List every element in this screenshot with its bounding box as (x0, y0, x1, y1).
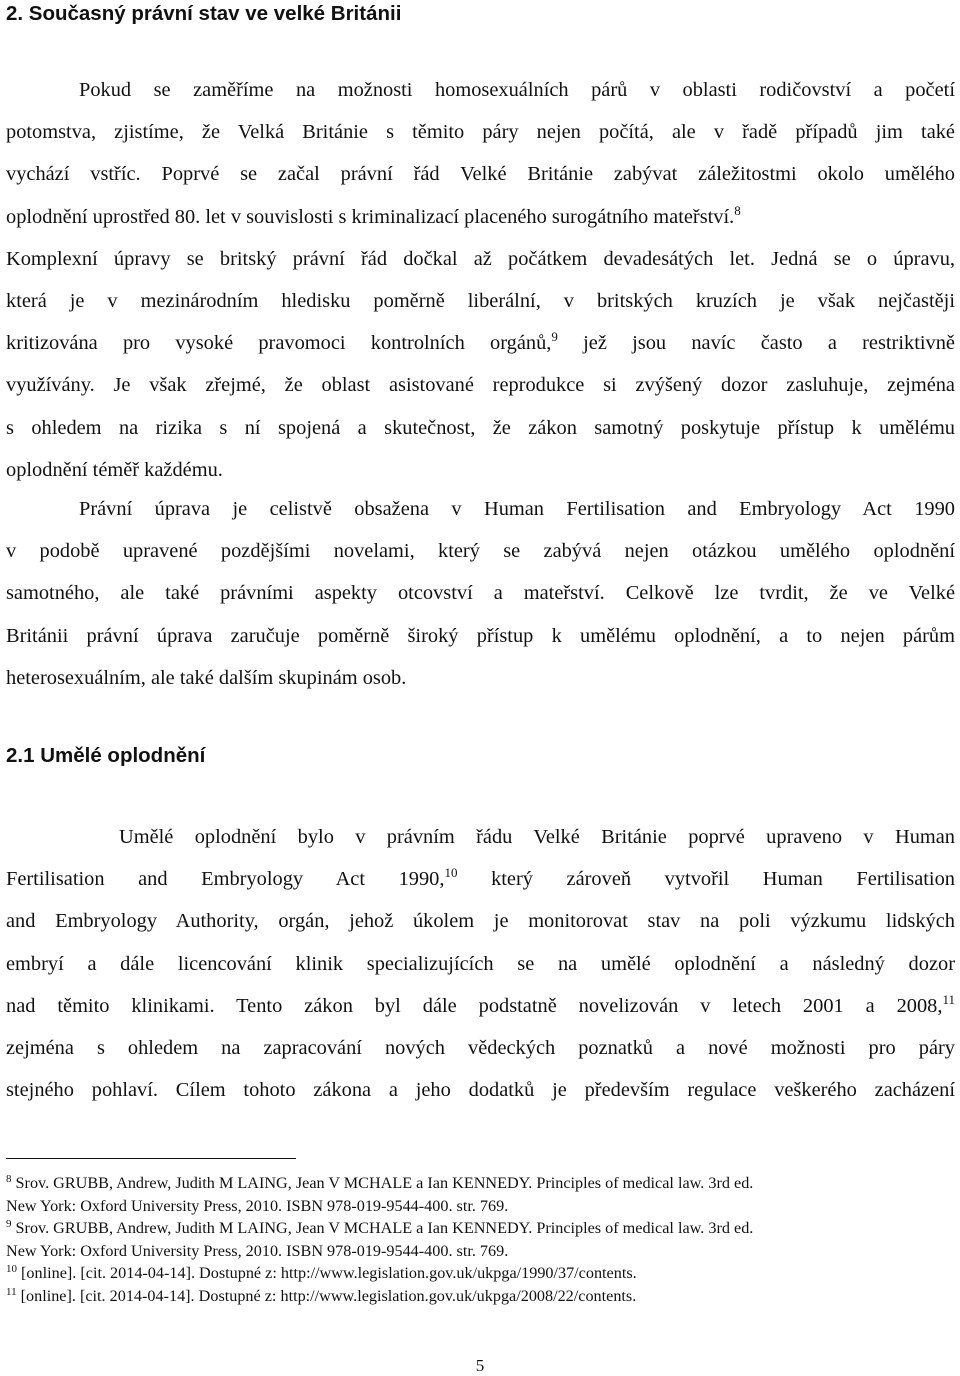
footnote-number: 9 (6, 1218, 12, 1230)
footnote-number: 10 (6, 1263, 17, 1275)
footnote-8-continued: New York: Oxford University Press, 2010. ISBN 978-019-9544-400. str. 769. (6, 1196, 509, 1215)
paragraph-line: využívány. Je však zřejmé, že oblast asistované reprodukce si zvýšený dozor zasluhuje, zejména (6, 374, 955, 397)
line-text: který zároveň vytvořil Human Fertilisation (491, 868, 955, 891)
footnote-ref-9[interactable]: 9 (551, 329, 558, 345)
footnote-ref-8[interactable]: 8 (734, 202, 741, 218)
footnote-text[interactable]: [online]. [cit. 2014-04-14]. Dostupné z: http://www.legislation.gov.uk/ukpga/1990/37/contents. (21, 1264, 637, 1282)
line-text: Fertilisation and Embryology Act 1990, (6, 868, 445, 891)
subsection-heading: 2.1 Umělé oplodnění (6, 744, 206, 767)
footnote-10 (6, 1262, 958, 1285)
paragraph-line (6, 196, 955, 238)
footnote-ref-10[interactable]: 10 (444, 865, 458, 881)
paragraph-line: Komplexní úpravy se britský právní řád dočkal až počátkem devadesátých let. Jedná se o úpravu, (6, 247, 955, 270)
paragraph-line: oplodnění téměř každému. (6, 458, 223, 481)
paragraph-line: embryí a dále licencování klinik specializujících se na umělé oplodnění a následný dozor (6, 952, 955, 975)
paragraph-line: Umělé oplodnění bylo v právním řádu Velké Británie poprvé upraveno v Human (119, 826, 955, 848)
paragraph-line: stejného pohlaví. Cílem tohoto zákona a jeho dodatků je především regulace veškerého zacházení (6, 1079, 955, 1102)
footnote-9 (6, 1217, 958, 1240)
footnotes (6, 1172, 958, 1307)
footnote-text: Srov. GRUBB, Andrew, Judith M LAING, Jean V MCHALE a Ian KENNEDY. Principles of medical law. 3rd ed. (15, 1174, 754, 1192)
paragraph-line: potomstva, zjistíme, že Velká Británie s těmito páry nejen počítá, ale v řadě případů jim také (6, 121, 955, 144)
paragraph-line (6, 858, 955, 900)
paragraph-line: v podobě upravené pozdějšími novelami, který se zabývá nejen otázkou umělého oplodnění (6, 540, 955, 563)
footnote-9-continued: New York: Oxford University Press, 2010. ISBN 978-019-9544-400. str. 769. (6, 1241, 509, 1260)
paragraph-line: která je v mezinárodním hledisku poměrně liberální, v britských kruzích je však nejčastěji (6, 289, 955, 312)
paragraph-legal-regulation (6, 488, 955, 699)
footnote-11 (6, 1285, 958, 1308)
footnote-text: Srov. GRUBB, Andrew, Judith M LAING, Jean V MCHALE a Ian KENNEDY. Principles of medical law. 3rd ed. (15, 1219, 754, 1237)
line-text: nad těmito klinikami. Tento zákon byl dále podstatně novelizován v letech 2001 a 2008, (6, 994, 943, 1017)
paragraph-line: s ohledem na rizika s ní spojená a skutečnost, že zákon samotný poskytuje přístup k umělému (6, 416, 955, 439)
paragraph-line (6, 985, 955, 1027)
line-text: jež jsou navíc často a restriktivně (583, 332, 955, 355)
paragraph-line: Právní úprava je celistvě obsažena v Human Fertilisation and Embryology Act 1990 (79, 498, 955, 520)
paragraph-line: samotného, ale také právními aspekty otcovství a mateřství. Celkově lze tvrdit, že ve Velké (6, 582, 955, 605)
footnote-text[interactable]: [online]. [cit. 2014-04-14]. Dostupné z: http://www.legislation.gov.uk/ukpga/2008/22/contents. (20, 1286, 637, 1305)
line-text: oplodnění uprostřed 80. let v souvislosti s kriminalizací placeného surogátního mateřství. (6, 205, 735, 228)
section-heading: 2. Současný právní stav ve velké Británii (6, 2, 402, 25)
paragraph-line: zejména s ohledem na zapracování nových vědeckých poznatků a nové možnosti pro páry (6, 1036, 955, 1059)
footnote-ref-11[interactable]: 11 (942, 991, 955, 1007)
paragraph-line: heterosexuálním, ale také dalším skupinám osob. (6, 666, 407, 689)
paragraph-artificial-insemination (6, 816, 955, 1111)
paragraph-line: and Embryology Authority, orgán, jehož úkolem je monitorovat stav na poli výzkumu lidských (6, 910, 955, 933)
paragraph-line: Británii právní úprava zaručuje poměrně široký přístup k umělému oplodnění, a to nejen párům (6, 624, 955, 647)
footnote-number: 8 (6, 1173, 12, 1185)
page-number: 5 (475, 1356, 485, 1375)
footnote-number: 11 (6, 1285, 17, 1298)
line-text: kritizována pro vysoké pravomoci kontrolních orgánů, (6, 332, 552, 355)
paragraph-line: Pokud se zaměříme na možnosti homosexuálních párů v oblasti rodičovství a početí (79, 79, 955, 101)
paragraph-line (6, 322, 955, 364)
paragraph-line: vychází vstříc. Poprvé se začal právní řád Velké Británie zabývat záležitostmi okolo umělého (6, 163, 955, 186)
footnote-divider (6, 1158, 296, 1159)
paragraph-intro (6, 69, 955, 491)
footnote-8 (6, 1172, 958, 1195)
